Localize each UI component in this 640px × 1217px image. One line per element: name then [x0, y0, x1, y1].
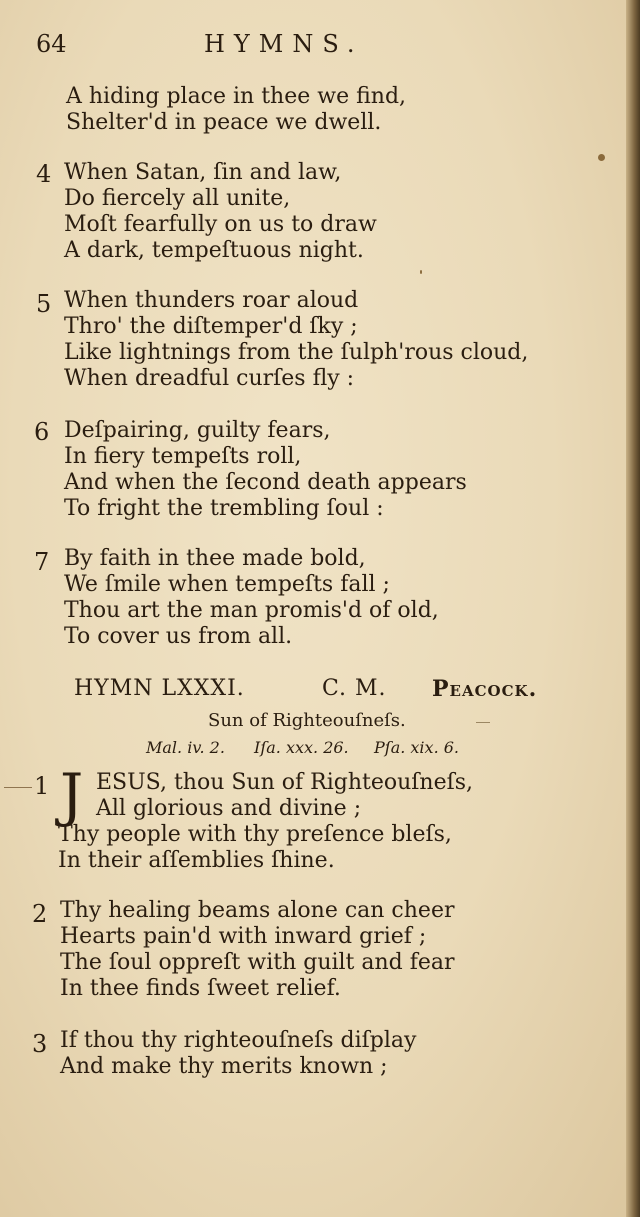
- paper-spot: [420, 270, 422, 274]
- hymn-title: HYMN LXXXI.: [74, 676, 245, 701]
- verse-line: Thro' the diſtemper'd ſky ;: [64, 314, 358, 339]
- verse-line: We ſmile when tempeſts fall ;: [64, 572, 390, 597]
- verse-line: ESUS, thou Sun of Righteouſneſs,: [96, 770, 474, 795]
- continued-line: A hiding place in thee we find,: [66, 84, 407, 109]
- verse-line: A dark, tempeſtuous night.: [64, 238, 364, 263]
- verse-line: Do fiercely all unite,: [64, 186, 291, 211]
- hymn-subtitle: Sun of Righteouſneſs.: [208, 710, 406, 731]
- stanza-number: 7: [34, 548, 50, 576]
- verse-line: Thy people with thy preſence bleſs,: [58, 822, 452, 847]
- decorative-dash: [476, 722, 490, 723]
- paper-spot: [598, 154, 605, 161]
- running-title: HYMNS.: [204, 30, 364, 58]
- scripture-reference: Pſa. xix. 6.: [374, 738, 459, 757]
- stanza-number: 4: [36, 160, 52, 188]
- verse-line: In thee finds ſweet relief.: [60, 976, 341, 1001]
- page-edge: [626, 0, 640, 1217]
- stanza-number: 3: [32, 1030, 48, 1058]
- verse-line: In their aſſemblies ſhine.: [58, 848, 335, 873]
- verse-line: Hearts pain'd with inward grief ;: [60, 924, 427, 949]
- scripture-reference: Iſa. xxx. 26.: [254, 738, 349, 757]
- page-number: 64: [36, 30, 67, 58]
- verse-line: Moſt fearfully on us to draw: [64, 212, 377, 237]
- verse-line: All glorious and divine ;: [96, 796, 362, 821]
- verse-line: When thunders roar aloud: [64, 288, 359, 313]
- drop-cap: J: [60, 761, 84, 829]
- hymn-meter: C. M.: [322, 676, 387, 701]
- stanza-number: 1: [34, 772, 50, 800]
- verse-line: And make thy merits known ;: [60, 1054, 388, 1079]
- verse-line: When Satan, ſin and law,: [64, 160, 342, 185]
- verse-line: The ſoul oppreſt with guilt and fear: [60, 950, 455, 975]
- verse-line: In fiery tempeſts roll,: [64, 444, 302, 469]
- verse-line: Like lightnings from the ſulph'rous cloud,: [64, 340, 529, 365]
- stanza-number: 6: [34, 418, 50, 446]
- scripture-reference: Mal. iv. 2.: [146, 738, 225, 757]
- verse-line: To cover us from all.: [64, 624, 293, 649]
- verse-line: To fright the trembling ſoul :: [64, 496, 384, 521]
- verse-line: By faith in thee made bold,: [64, 546, 366, 571]
- verse-line: If thou thy righteouſneſs diſplay: [60, 1028, 417, 1053]
- verse-line: And when the ſecond death appears: [64, 470, 467, 495]
- stanza-number: 5: [36, 290, 52, 318]
- margin-mark: [4, 787, 32, 788]
- verse-line: Thou art the man promis'd of old,: [64, 598, 439, 623]
- stanza-number: 2: [32, 900, 48, 928]
- verse-line: Thy healing beams alone can cheer: [60, 898, 455, 923]
- verse-line: When dreadful curſes fly :: [64, 366, 355, 391]
- verse-line: Deſpairing, guilty fears,: [64, 418, 331, 443]
- continued-line: Shelter'd in peace we dwell.: [66, 110, 382, 135]
- hymn-tune: Peacock.: [432, 676, 538, 702]
